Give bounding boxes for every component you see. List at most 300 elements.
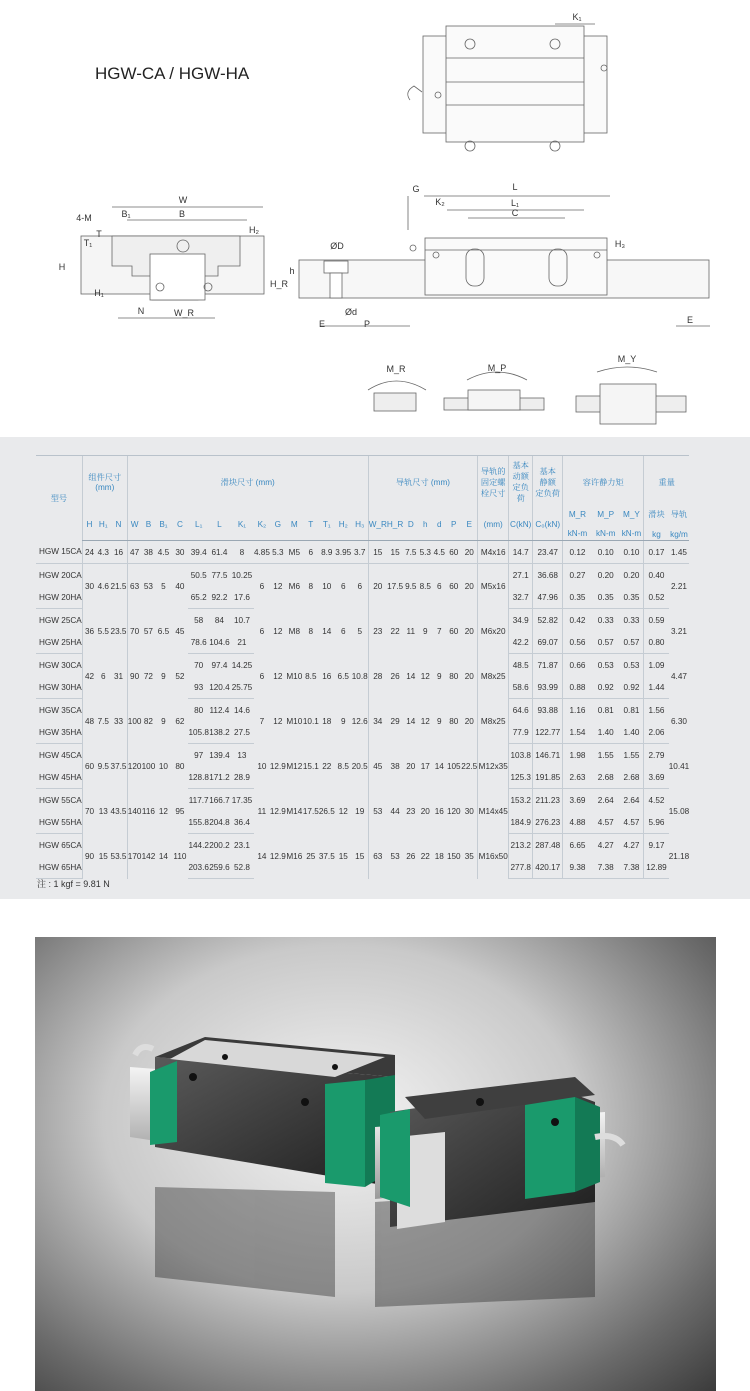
label-od-small: Ød	[344, 307, 358, 317]
cell-L1: 105.8	[188, 721, 209, 744]
cell-block-weight: 1.56	[644, 699, 669, 722]
cell-model: HGW 55HA	[36, 811, 82, 834]
cell-E: 20	[464, 626, 474, 636]
cell-C: 45	[175, 626, 185, 636]
cell-W: 100	[127, 699, 141, 744]
cell-HR: 15	[387, 541, 403, 564]
cell-T1: 8.9	[319, 541, 335, 564]
cell-H3: 19	[355, 806, 365, 816]
header-moment: 容许静力矩	[563, 456, 644, 509]
cell-K2: 6	[259, 626, 265, 636]
cell-rail-weight: 21.18	[668, 851, 690, 861]
front-view	[81, 207, 264, 318]
unit-note: 注 : 1 kgf = 9.81 N	[37, 879, 110, 889]
cell-H: 30	[82, 564, 96, 609]
cell-MY: 4.27	[623, 840, 640, 850]
cell-bolt: M8x25	[478, 699, 509, 744]
cell-N: 33	[113, 716, 124, 726]
cell-h: 5.3	[418, 541, 432, 564]
cell-WR: 34	[368, 699, 387, 744]
cell-d: 9	[437, 716, 442, 726]
cell-H1: 13	[98, 806, 108, 816]
subheader-moment-1: M_P kN-m	[592, 508, 620, 541]
label-e: E	[318, 319, 326, 329]
cell-MR: 0.42	[563, 609, 592, 632]
cell-block-weight: 0.52	[644, 586, 669, 609]
table-row	[36, 699, 689, 722]
cell-H1: 9.5	[97, 761, 109, 771]
cell-K1: 52.8	[230, 856, 254, 879]
cell-WR: 53	[368, 789, 387, 834]
cell-T: 10.1	[302, 716, 319, 726]
subheader-block-2: B₁	[155, 508, 171, 541]
cell-T: 8	[308, 626, 314, 636]
cell-G: 12.9	[269, 761, 286, 771]
cell-dyn-load: 213.2	[509, 834, 533, 857]
cell-MP: 0.81	[597, 705, 614, 715]
cell-WR: 63	[368, 834, 387, 879]
label-p: P	[363, 319, 371, 329]
cell-B1: 9	[161, 671, 166, 681]
subheader-rail-5: P	[446, 508, 461, 541]
cell-block-weight: 9.17	[644, 834, 669, 857]
subheader-rail-2: D	[403, 508, 418, 541]
cell-H2: 9	[340, 716, 346, 726]
subheader-block-7: K₂	[254, 508, 270, 541]
subheader-block-4: L₁	[188, 508, 209, 541]
cell-P: 105	[446, 761, 461, 771]
label-n: N	[137, 306, 145, 316]
technical-drawing	[0, 0, 750, 437]
cell-model: HGW 20HA	[36, 586, 82, 609]
cell-dyn-load: 64.6	[509, 699, 533, 722]
cell-H1: 5.5	[97, 626, 109, 636]
cell-L: 166.7	[209, 795, 230, 805]
cell-L: 200.2	[209, 840, 230, 850]
cell-L1: 117.7	[188, 795, 209, 805]
cell-MR: 1.98	[563, 744, 592, 767]
cell-MR: 0.12	[563, 541, 592, 564]
cell-L1: 78.6	[188, 631, 209, 654]
cell-H3: 12.6	[351, 716, 368, 726]
cell-E: 30	[464, 806, 474, 816]
cell-MR: 0.35	[563, 586, 592, 609]
label-h1: H₁	[94, 288, 104, 298]
subheader-weight-0: 滑块 kg	[644, 508, 669, 541]
subheader-rail-1: H_R	[387, 508, 403, 541]
cell-dyn-load: 184.9	[509, 811, 533, 834]
cell-MY: 0.10	[620, 541, 644, 564]
cell-MR: 0.27	[563, 564, 592, 587]
cell-MP: 0.92	[592, 676, 620, 699]
cell-L1: 128.8	[188, 766, 209, 789]
cell-T1: 22	[322, 761, 332, 771]
header-rail: 导轨尺寸 (mm)	[368, 456, 478, 509]
cell-dyn-load: 14.7	[509, 541, 533, 564]
cell-d: 18	[434, 851, 444, 861]
cell-model: HGW 15CA	[36, 541, 82, 564]
cell-block-weight: 12.89	[644, 856, 669, 879]
cell-model: HGW 35CA	[39, 705, 82, 715]
cell-model: HGW 25CA	[39, 615, 82, 625]
cell-MY: 4.57	[620, 811, 644, 834]
subheader-block-12: H₂	[335, 508, 352, 541]
cell-H3: 10.8	[351, 671, 368, 681]
cell-MP: 0.57	[592, 631, 620, 654]
cell-dyn-load: 153.2	[509, 789, 533, 812]
cell-M: M10	[286, 671, 303, 681]
cell-L: 97.4	[211, 660, 228, 670]
cell-MP: 7.38	[592, 856, 620, 879]
cell-L: 84	[214, 615, 224, 625]
cell-block-weight: 3.69	[644, 766, 669, 789]
cell-HR: 44	[390, 806, 400, 816]
cell-MY: 0.81	[623, 705, 640, 715]
cell-MP: 2.64	[597, 795, 614, 805]
cell-K2: 14	[257, 851, 267, 861]
cell-C: 52	[175, 671, 185, 681]
cell-L: 120.4	[209, 676, 230, 699]
cell-dyn-load: 34.9	[509, 609, 533, 632]
subheader-assembly-0: H	[82, 508, 96, 541]
cell-B: 116	[141, 806, 155, 816]
cell-H3: 20.5	[351, 761, 368, 771]
cell-L1: 70	[194, 660, 204, 670]
subheader-block-3: C	[171, 508, 188, 541]
cell-MR: 6.65	[563, 834, 592, 857]
cell-d: 7	[437, 626, 442, 636]
moment-my-icon	[576, 367, 686, 424]
cell-L: 259.6	[209, 856, 230, 879]
cell-MP: 2.68	[592, 766, 620, 789]
cell-H: 48	[82, 699, 96, 744]
cell-d: 14	[434, 761, 444, 771]
subheader-rail-6: E	[461, 508, 477, 541]
product-photo	[35, 937, 716, 1391]
cell-bolt: M14x45	[478, 789, 509, 834]
cell-HR: 26	[390, 671, 400, 681]
cell-E: 20	[464, 716, 474, 726]
cell-L1: 155.8	[188, 811, 209, 834]
label-c: C	[511, 208, 519, 218]
cell-dyn-load: 58.6	[509, 676, 533, 699]
cell-block-weight: 4.52	[644, 789, 669, 812]
cell-M: M5	[286, 541, 303, 564]
cell-static-load: 211.23	[533, 789, 563, 812]
subheader-block-9: M	[286, 508, 303, 541]
cell-bolt: M16x50	[478, 834, 509, 879]
table-row	[36, 789, 689, 812]
cell-MR: 1.16	[563, 699, 592, 722]
subheader-block-13: H₃	[352, 508, 368, 541]
label-od-big: ØD	[330, 241, 344, 251]
cell-K2: 4.85	[254, 541, 270, 564]
cell-HR: 53	[390, 851, 400, 861]
label-k1: K₁	[572, 12, 582, 22]
cell-K2: 6	[259, 671, 265, 681]
cell-static-load: 276.23	[533, 811, 563, 834]
subheader-rail-0: W_R	[368, 508, 387, 541]
cell-static-load: 122.77	[533, 721, 563, 744]
cell-B: 82	[143, 716, 153, 726]
cell-H1: 15	[98, 851, 108, 861]
header-assembly: 组件尺寸 (mm)	[82, 456, 127, 509]
cell-W: 47	[127, 541, 141, 564]
cell-bolt: M5x16	[478, 564, 509, 609]
cell-W: 140	[127, 789, 141, 834]
cell-N: 43.5	[110, 806, 127, 816]
cell-block-weight: 0.80	[644, 631, 669, 654]
cell-K2: 10	[257, 761, 267, 771]
cell-static-load: 36.68	[533, 564, 563, 587]
cell-E: 20	[461, 541, 477, 564]
cell-N: 23.5	[110, 626, 127, 636]
cell-rail-weight: 10.41	[668, 761, 690, 771]
cell-N: 31	[113, 671, 124, 681]
cell-G: 5.3	[270, 541, 286, 564]
cell-C: 95	[175, 806, 185, 816]
cell-static-load: 69.07	[533, 631, 563, 654]
cell-MY: 2.68	[620, 766, 644, 789]
cell-H: 60	[82, 744, 96, 789]
cell-static-load: 191.85	[533, 766, 563, 789]
cell-model: HGW 45CA	[39, 750, 82, 760]
cell-L1: 80	[194, 705, 204, 715]
cell-H2: 6	[340, 626, 346, 636]
cell-rail-weight: 3.21	[671, 626, 687, 636]
cell-rail-weight: 2.21	[671, 581, 687, 591]
cell-block-weight: 2.06	[644, 721, 669, 744]
drawing-area	[0, 0, 750, 437]
cell-H: 36	[82, 609, 96, 654]
cell-T1: 10	[322, 581, 332, 591]
cell-static-load: 52.82	[533, 609, 563, 632]
cell-static-load: 93.99	[533, 676, 563, 699]
label-b: B	[178, 209, 186, 219]
cell-WR: 28	[368, 654, 387, 699]
label-mp: M_P	[487, 363, 507, 373]
cell-G: 12.9	[269, 851, 286, 861]
cell-dyn-load: 48.5	[509, 654, 533, 677]
cell-M: M10	[286, 716, 303, 726]
cell-N: 16	[110, 541, 127, 564]
label-mr: M_R	[386, 364, 406, 374]
cell-K1: 8	[230, 541, 254, 564]
cell-G: 12	[273, 626, 283, 636]
cell-C: 110	[173, 851, 187, 861]
cell-B1: 14	[158, 851, 168, 861]
table-row	[36, 541, 689, 564]
cell-H2: 3.95	[335, 541, 352, 564]
subheader-bolt-unit: (mm)	[478, 508, 509, 541]
cell-static-load: 47.96	[533, 586, 563, 609]
cell-L: 112.4	[209, 705, 230, 715]
cell-D: 11	[406, 626, 416, 636]
cell-K1: 23.1	[233, 840, 250, 850]
subheader-block-6: K₁	[230, 508, 254, 541]
subheader-assembly-2: N	[110, 508, 127, 541]
cell-HR: 17.5	[387, 581, 404, 591]
cell-H2: 12	[338, 806, 348, 816]
cell-bolt: M4x16	[478, 541, 509, 564]
cell-H: 24	[82, 541, 96, 564]
cell-static-load: 420.17	[533, 856, 563, 879]
cell-L: 171.2	[209, 766, 230, 789]
cell-H3: 3.7	[352, 541, 368, 564]
cell-B1: 9	[161, 716, 166, 726]
cell-d: 9	[437, 671, 442, 681]
cell-block-weight: 2.79	[644, 744, 669, 767]
cell-MP: 0.33	[597, 615, 614, 625]
subheader-block-11: T₁	[319, 508, 335, 541]
cell-W: 120	[127, 744, 141, 789]
cell-H1: 4.3	[96, 541, 110, 564]
cell-L: 204.8	[209, 811, 230, 834]
moment-mr-icon	[368, 381, 426, 411]
cell-T: 17.5	[302, 806, 319, 816]
cell-HR: 29	[390, 716, 400, 726]
cell-K1: 13	[237, 750, 247, 760]
cell-E: 35	[464, 851, 474, 861]
cell-K1: 17.6	[230, 586, 254, 609]
cell-WR: 15	[368, 541, 387, 564]
cell-static-load: 146.71	[533, 744, 563, 767]
label-4m: 4-M	[76, 213, 92, 223]
cell-K1: 25.75	[230, 676, 254, 699]
cell-D: 26	[406, 851, 416, 861]
subheader-assembly-1: H₁	[96, 508, 110, 541]
subheader-block-8: G	[270, 508, 286, 541]
cell-M: M8	[288, 626, 300, 636]
cell-H2: 8.5	[337, 761, 349, 771]
label-wr: W_R	[174, 308, 194, 318]
cell-block-weight: 0.40	[644, 564, 669, 587]
cell-block-weight: 1.44	[644, 676, 669, 699]
cell-K1: 17.35	[231, 795, 253, 805]
header-weight: 重量	[644, 456, 690, 509]
label-w: W	[178, 195, 188, 205]
cell-model: HGW 55CA	[39, 795, 82, 805]
cell-K2: 11	[257, 806, 267, 816]
cell-N: 53.5	[110, 851, 127, 861]
cell-C: 80	[175, 761, 185, 771]
table-row	[36, 834, 689, 857]
top-view	[408, 24, 607, 151]
cell-B: 100	[141, 761, 156, 771]
cell-L: 77.5	[211, 570, 228, 580]
cell-L1: 203.6	[188, 856, 209, 879]
label-h2: H₂	[249, 225, 259, 235]
table-row	[36, 654, 689, 677]
cell-MY: 0.53	[623, 660, 640, 670]
cell-P: 60	[449, 581, 459, 591]
cell-d: 16	[434, 806, 444, 816]
cell-H2: 6.5	[337, 671, 349, 681]
cell-L1: 97	[194, 750, 204, 760]
cell-G: 12	[273, 671, 283, 681]
label-l1: L₁	[510, 198, 520, 208]
label-g: G	[412, 184, 420, 194]
cell-static-load: 287.48	[533, 834, 563, 857]
cell-H: 70	[82, 789, 96, 834]
cell-dyn-load: 103.8	[509, 744, 533, 767]
cell-G: 12	[273, 716, 283, 726]
cell-MP: 4.57	[592, 811, 620, 834]
cell-H3: 6	[357, 581, 362, 591]
cell-block-weight: 0.17	[644, 541, 669, 564]
cell-MR: 9.38	[563, 856, 592, 879]
cell-P: 120	[446, 806, 461, 816]
cell-dyn-load: 125.3	[509, 766, 533, 789]
cell-h: 8.5	[419, 581, 431, 591]
cell-dyn-load: 77.9	[509, 721, 533, 744]
cell-D: 14	[406, 671, 416, 681]
cell-K1: 28.9	[230, 766, 254, 789]
cell-L: 61.4	[209, 541, 230, 564]
cell-T1: 16	[322, 671, 332, 681]
cell-B: 72	[143, 671, 153, 681]
subheader-moment-2: M_Y kN-m	[620, 508, 644, 541]
cell-P: 60	[449, 626, 459, 636]
cell-bolt: M8x25	[478, 654, 509, 699]
cell-D: 20	[406, 761, 416, 771]
header-model: 型号	[36, 456, 82, 541]
cell-E: 22.5	[461, 761, 478, 771]
left-carriage	[130, 1037, 395, 1187]
subheader-block-1: B	[141, 508, 155, 541]
cell-P: 60	[446, 541, 461, 564]
cell-D: 9.5	[405, 581, 417, 591]
subheader-dyn-unit: C(kN)	[509, 508, 533, 541]
cell-model: HGW 45HA	[36, 766, 82, 789]
header-rail-bolt: 导轨的 固定螺 栓尺寸	[478, 456, 509, 509]
cell-L1: 39.4	[188, 541, 209, 564]
label-b1: B₁	[121, 209, 131, 219]
cell-P: 80	[449, 671, 459, 681]
cell-model: HGW 65HA	[36, 856, 82, 879]
cell-H3: 5	[357, 626, 362, 636]
label-h3: H₃	[614, 239, 626, 249]
cell-h: 12	[420, 671, 430, 681]
cell-L: 139.4	[209, 750, 230, 760]
subheader-moment-0: M_R kN-m	[563, 508, 592, 541]
cell-B: 142	[141, 851, 156, 861]
cell-block-weight: 0.59	[644, 609, 669, 632]
subheader-weight-1: 导轨 kg/m	[670, 510, 688, 539]
label-t: T	[96, 229, 102, 239]
cell-MY: 0.33	[623, 615, 640, 625]
cell-HR: 22	[390, 626, 400, 636]
cell-H: 90	[82, 834, 96, 879]
cell-B: 53	[143, 581, 153, 591]
cell-T: 6	[303, 541, 319, 564]
cell-MP: 0.53	[597, 660, 614, 670]
cell-L: 92.2	[209, 586, 230, 609]
cell-model: HGW 65CA	[39, 840, 82, 850]
cell-K1: 14.6	[233, 705, 250, 715]
cell-MR: 1.54	[563, 721, 592, 744]
label-h: H	[58, 262, 66, 272]
cell-static-load: 23.47	[533, 541, 563, 564]
cell-T1: 37.5	[318, 851, 335, 861]
cell-K2: 7	[259, 716, 265, 726]
label-t1: T₁	[83, 238, 93, 248]
cell-WR: 20	[368, 564, 387, 609]
cell-MY: 0.92	[620, 676, 644, 699]
cell-h: 9	[423, 626, 428, 636]
cell-K1: 10.25	[231, 570, 253, 580]
cell-dyn-load: 32.7	[509, 586, 533, 609]
